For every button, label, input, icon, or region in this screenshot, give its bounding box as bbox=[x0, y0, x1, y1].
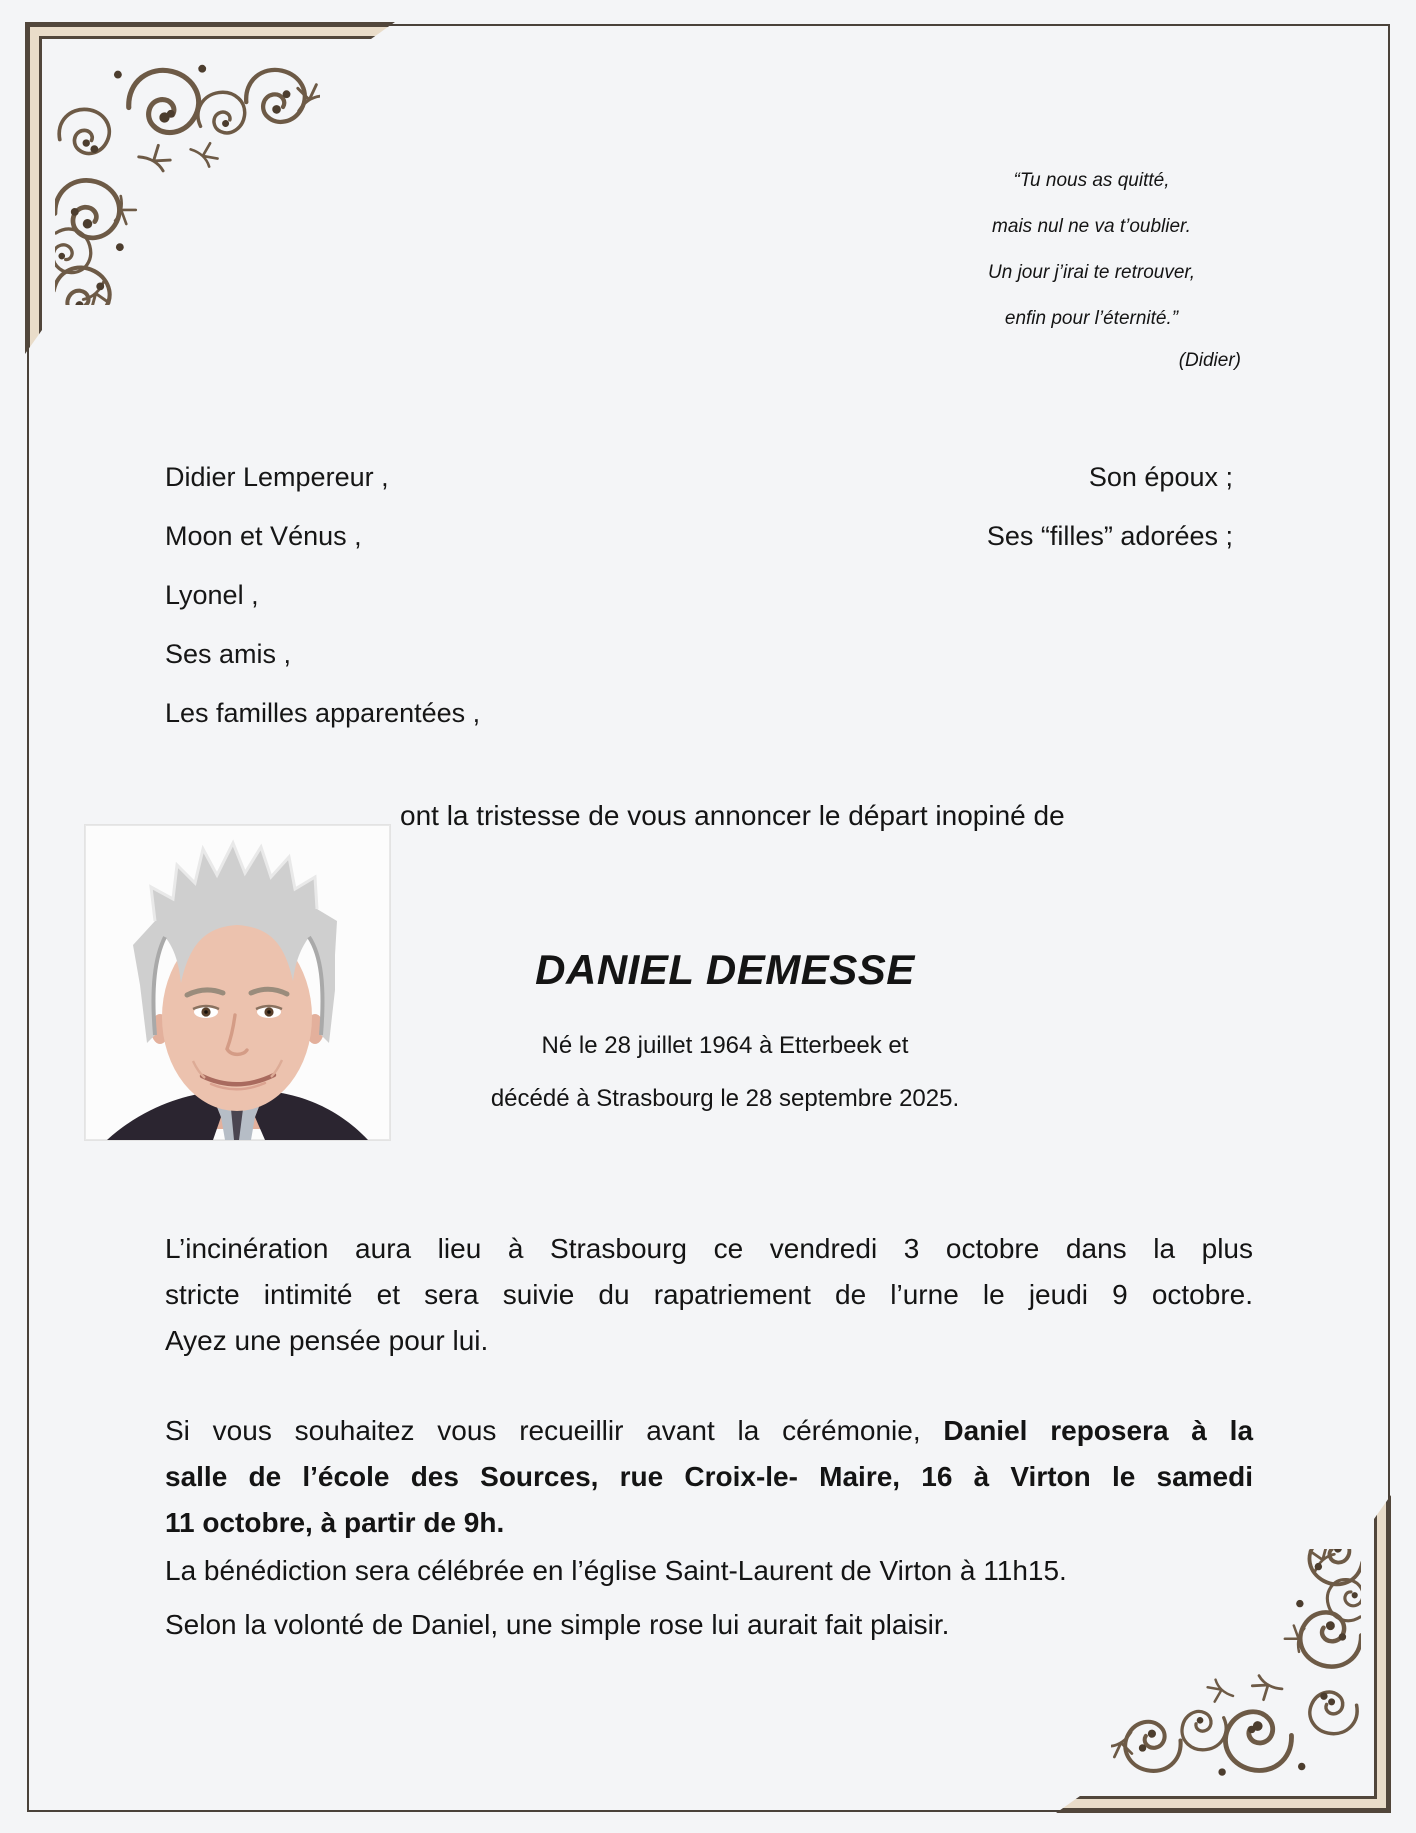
mourner-relation bbox=[1233, 625, 1253, 684]
mourner-row bbox=[165, 448, 1253, 507]
mourner-row bbox=[165, 684, 1253, 743]
paragraph-line: Selon la volonté de Daniel, une simple rose lui aurait fait plaisir. bbox=[165, 1609, 950, 1640]
mourner-relation: Ses “filles” adorées ; bbox=[986, 521, 1233, 551]
mourner-name: Didier Lempereur , bbox=[165, 462, 389, 492]
quote-line: enfin pour l’éternité.” bbox=[1004, 308, 1179, 329]
paragraph-line: salle de l’école des Sources, rue Croix-le- Maire, 16 à Virton le samedi bbox=[165, 1461, 1253, 1492]
mourner-name: Ses amis , bbox=[165, 639, 292, 669]
mourner-name: Moon et Vénus , bbox=[165, 521, 362, 551]
mourner-relation: Son époux ; bbox=[1088, 462, 1233, 492]
mourner-row bbox=[165, 625, 1253, 684]
mourner-name: Lyonel , bbox=[165, 580, 259, 610]
mourner-row bbox=[165, 507, 1253, 566]
mourner-relation bbox=[1233, 566, 1253, 625]
paragraph-line: Ayez une pensée pour lui. bbox=[165, 1325, 489, 1356]
announcement-line: ont la tristesse de vous annoncer le départ inopiné de bbox=[400, 800, 1065, 831]
floral-swirl-ornament-icon bbox=[55, 55, 320, 305]
quote-attribution: (Didier) bbox=[1178, 350, 1241, 371]
paragraph-thought bbox=[165, 1318, 1253, 1364]
paragraph-line: stricte intimité et sera suivie du rapatriement de l’urne le jeudi 9 octobre. bbox=[165, 1279, 1253, 1310]
paragraph-cremation bbox=[165, 1226, 1253, 1318]
paragraph-text: Si vous souhaitez vous recueillir avant la cérémonie, bbox=[165, 1415, 944, 1446]
birth-line: Né le 28 juillet 1964 à Etterbeek et bbox=[541, 1032, 909, 1059]
paragraph-text-bold: Daniel reposera à la bbox=[943, 1415, 1254, 1446]
mourners-list bbox=[165, 448, 1253, 743]
paragraph-line bbox=[165, 1408, 1253, 1454]
paragraph-line: L’incinération aura lieu à Strasbourg ce vendredi 3 octobre dans la plus bbox=[165, 1233, 1253, 1264]
quote-line: Un jour j’irai te retrouver, bbox=[988, 262, 1195, 283]
paragraph-line: 11 octobre, à partir de 9h. bbox=[165, 1507, 505, 1538]
memorial-quote bbox=[940, 158, 1243, 386]
mourner-row bbox=[165, 566, 1253, 625]
paragraph-line: La bénédiction sera célébrée en l’église Saint-Laurent de Virton à 11h15. bbox=[165, 1555, 1067, 1586]
paragraph-viewing bbox=[165, 1408, 1253, 1546]
deceased-name: DANIEL DEMESSE bbox=[535, 946, 915, 993]
paragraph-rose bbox=[165, 1602, 1253, 1648]
quote-line: “Tu nous as quitté, bbox=[1013, 170, 1170, 191]
paragraph-benediction bbox=[165, 1548, 1253, 1594]
mourner-relation bbox=[1233, 684, 1253, 743]
death-line: décédé à Strasbourg le 28 septembre 2025. bbox=[490, 1085, 960, 1112]
quote-line: mais nul ne va t’oublier. bbox=[992, 216, 1191, 237]
mourner-name: Les familles apparentées , bbox=[165, 698, 481, 728]
